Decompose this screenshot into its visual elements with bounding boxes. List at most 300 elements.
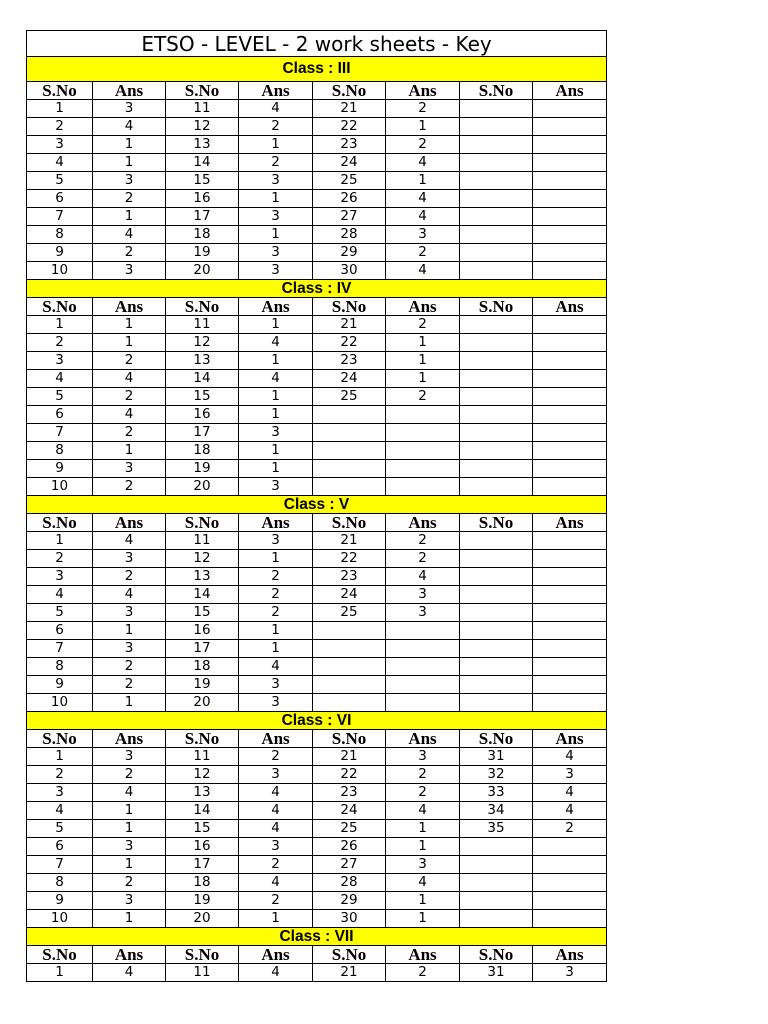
sno-cell: 4 [27,586,93,604]
sno-cell [460,424,533,442]
answer-cell: 1 [93,154,166,172]
sno-cell: 2 [27,766,93,784]
sno-header: S.No [313,82,386,100]
ans-header: Ans [533,730,607,748]
table-row [27,766,607,784]
sno-cell: 31 [460,964,533,982]
ans-header: Ans [386,82,460,100]
table-row [27,838,607,856]
table-row [27,820,607,838]
sno-cell [460,910,533,928]
answer-cell: 1 [93,694,166,712]
class-label: Class : VI [27,712,607,730]
sno-header: S.No [460,514,533,532]
answer-cell: 3 [93,604,166,622]
answer-cell [386,658,460,676]
sno-cell [313,694,386,712]
answer-cell [533,136,607,154]
answer-cell [533,550,607,568]
answer-cell: 2 [93,658,166,676]
class-label: Class : III [27,57,607,82]
sno-cell: 21 [313,532,386,550]
sno-cell: 21 [313,316,386,334]
answer-cell [533,892,607,910]
sno-header: S.No [27,514,93,532]
table-row [27,136,607,154]
class-section-header [27,280,607,298]
answer-cell: 3 [533,766,607,784]
ans-header: Ans [93,730,166,748]
answer-cell: 4 [93,532,166,550]
sno-cell: 30 [313,910,386,928]
answer-cell [533,658,607,676]
sno-cell: 8 [27,226,93,244]
sno-cell [460,874,533,892]
sno-cell [313,658,386,676]
answer-cell: 1 [93,334,166,352]
sno-cell: 10 [27,262,93,280]
sno-cell [460,388,533,406]
table-row [27,334,607,352]
answer-cell: 1 [239,190,313,208]
sno-cell: 1 [27,100,93,118]
sno-cell: 30 [313,262,386,280]
sno-cell: 17 [166,208,239,226]
sno-cell: 17 [166,640,239,658]
sno-cell: 19 [166,244,239,262]
table-row [27,748,607,766]
answer-cell [533,586,607,604]
sno-cell [460,460,533,478]
sno-cell: 25 [313,820,386,838]
answer-cell: 2 [239,892,313,910]
answer-cell: 1 [239,442,313,460]
answer-cell [533,460,607,478]
sno-header: S.No [27,82,93,100]
sno-cell: 11 [166,316,239,334]
sno-cell: 2 [27,118,93,136]
sno-cell: 3 [27,784,93,802]
answer-key-table [26,30,607,982]
column-header-row [27,946,607,964]
answer-cell: 4 [386,154,460,172]
class-label: Class : IV [27,280,607,298]
answer-cell: 4 [386,874,460,892]
answer-cell: 4 [239,874,313,892]
answer-cell: 3 [93,892,166,910]
answer-cell: 3 [239,172,313,190]
answer-cell: 3 [533,964,607,982]
sno-cell: 20 [166,478,239,496]
sno-cell: 16 [166,838,239,856]
answer-cell: 1 [239,460,313,478]
sno-cell: 25 [313,172,386,190]
answer-cell: 1 [93,856,166,874]
answer-cell [533,226,607,244]
sno-cell [460,370,533,388]
ans-header: Ans [386,298,460,316]
sno-cell [460,442,533,460]
sno-cell: 27 [313,208,386,226]
answer-cell: 3 [239,244,313,262]
table-row [27,154,607,172]
table-row [27,874,607,892]
answer-cell: 3 [93,748,166,766]
sno-cell: 14 [166,802,239,820]
sno-cell [460,550,533,568]
answer-cell [533,316,607,334]
table-row [27,658,607,676]
answer-cell: 1 [239,226,313,244]
sno-cell: 22 [313,766,386,784]
answer-cell [386,442,460,460]
answer-cell: 3 [93,262,166,280]
answer-cell: 2 [533,820,607,838]
sno-cell: 7 [27,640,93,658]
answer-cell: 4 [239,784,313,802]
answer-cell: 2 [93,478,166,496]
sno-cell: 22 [313,550,386,568]
sno-cell [313,640,386,658]
answer-cell: 2 [239,586,313,604]
answer-cell: 4 [93,784,166,802]
answer-cell: 1 [93,622,166,640]
sno-cell: 1 [27,964,93,982]
sno-cell [460,190,533,208]
sno-cell: 13 [166,136,239,154]
answer-cell: 2 [239,856,313,874]
answer-cell: 4 [239,370,313,388]
answer-cell: 4 [93,118,166,136]
sno-header: S.No [313,298,386,316]
answer-cell: 2 [386,244,460,262]
answer-cell: 3 [239,838,313,856]
table-row [27,100,607,118]
ans-header: Ans [386,730,460,748]
sno-cell: 18 [166,658,239,676]
sno-cell [460,262,533,280]
class-section-header [27,496,607,514]
class-section-header [27,712,607,730]
sno-cell: 23 [313,352,386,370]
sno-cell: 4 [27,802,93,820]
answer-cell: 1 [93,442,166,460]
table-row [27,442,607,460]
answer-cell: 3 [239,694,313,712]
sno-cell: 13 [166,784,239,802]
sno-header: S.No [166,946,239,964]
answer-cell: 4 [239,964,313,982]
sno-cell: 9 [27,676,93,694]
sno-cell: 31 [460,748,533,766]
answer-cell: 4 [533,802,607,820]
sno-cell: 22 [313,118,386,136]
sno-cell: 20 [166,694,239,712]
sno-cell: 4 [27,154,93,172]
sno-cell [460,640,533,658]
answer-cell [533,838,607,856]
table-row [27,964,607,982]
answer-cell: 3 [386,226,460,244]
answer-cell: 3 [386,586,460,604]
answer-cell: 2 [386,136,460,154]
answer-cell: 3 [93,550,166,568]
answer-cell: 1 [386,820,460,838]
ans-header: Ans [93,298,166,316]
table-row [27,694,607,712]
sno-cell: 29 [313,892,386,910]
table-row [27,316,607,334]
sno-cell: 25 [313,388,386,406]
table-row [27,532,607,550]
answer-cell: 1 [239,388,313,406]
answer-cell: 2 [93,874,166,892]
table-row [27,172,607,190]
sno-cell: 26 [313,838,386,856]
sno-cell: 21 [313,100,386,118]
answer-cell [533,640,607,658]
answer-cell: 1 [93,820,166,838]
sno-cell [313,676,386,694]
sno-header: S.No [460,82,533,100]
sno-header: S.No [313,730,386,748]
answer-cell [533,568,607,586]
sno-cell: 10 [27,910,93,928]
answer-cell [533,406,607,424]
sno-header: S.No [166,730,239,748]
sno-cell: 35 [460,820,533,838]
answer-cell: 2 [386,316,460,334]
sno-cell: 21 [313,964,386,982]
sno-cell: 3 [27,136,93,154]
sno-cell [460,892,533,910]
answer-cell [386,406,460,424]
answer-cell: 1 [239,640,313,658]
answer-cell [533,442,607,460]
sno-cell: 6 [27,190,93,208]
sno-header: S.No [27,946,93,964]
table-row [27,244,607,262]
answer-cell: 2 [93,676,166,694]
table-row [27,370,607,388]
sno-cell: 7 [27,208,93,226]
ans-header: Ans [386,514,460,532]
table-row [27,190,607,208]
sno-header: S.No [27,298,93,316]
column-header-row [27,514,607,532]
answer-cell [533,262,607,280]
sno-cell [460,334,533,352]
ans-header: Ans [533,298,607,316]
answer-cell: 1 [93,802,166,820]
sno-cell: 15 [166,820,239,838]
answer-cell [386,424,460,442]
answer-cell: 1 [239,316,313,334]
sno-cell: 24 [313,154,386,172]
sno-cell: 1 [27,532,93,550]
answer-cell: 4 [93,406,166,424]
sno-cell: 4 [27,370,93,388]
sno-header: S.No [460,946,533,964]
sno-cell: 24 [313,802,386,820]
class-label: Class : VII [27,928,607,946]
sno-cell: 11 [166,100,239,118]
sno-cell: 18 [166,226,239,244]
answer-cell: 4 [386,568,460,586]
table-row [27,262,607,280]
sno-cell [460,154,533,172]
answer-cell: 1 [93,136,166,154]
answer-cell: 2 [93,766,166,784]
class-section-header [27,928,607,946]
sno-cell: 9 [27,244,93,262]
answer-cell: 1 [386,838,460,856]
sno-cell: 12 [166,766,239,784]
answer-cell: 2 [386,388,460,406]
sno-cell: 10 [27,478,93,496]
sno-cell: 5 [27,388,93,406]
sno-cell [460,532,533,550]
answer-cell: 2 [93,190,166,208]
sno-cell: 15 [166,604,239,622]
answer-cell: 3 [239,262,313,280]
answer-cell: 3 [93,838,166,856]
answer-cell: 4 [93,586,166,604]
answer-cell: 2 [93,568,166,586]
sno-cell: 8 [27,874,93,892]
sno-cell [313,478,386,496]
answer-cell: 4 [93,370,166,388]
answer-cell: 1 [93,910,166,928]
sno-cell: 17 [166,424,239,442]
answer-cell [533,172,607,190]
sno-cell: 26 [313,190,386,208]
sno-cell [460,838,533,856]
answer-cell [533,676,607,694]
sno-cell: 15 [166,388,239,406]
sno-cell [313,424,386,442]
table-row [27,856,607,874]
sno-cell: 11 [166,532,239,550]
answer-cell: 1 [386,892,460,910]
table-row [27,226,607,244]
answer-cell: 2 [239,604,313,622]
answer-cell: 3 [239,676,313,694]
answer-cell: 1 [93,208,166,226]
answer-cell [533,352,607,370]
table-row [27,568,607,586]
table-row [27,622,607,640]
sno-cell: 9 [27,892,93,910]
table-row [27,802,607,820]
answer-cell: 3 [239,478,313,496]
answer-cell [533,532,607,550]
table-row [27,892,607,910]
answer-cell: 4 [239,658,313,676]
answer-cell: 2 [386,100,460,118]
answer-cell [533,874,607,892]
sno-cell [460,694,533,712]
sheet-title: ETSO - LEVEL - 2 work sheets - Key [27,31,607,57]
class-label: Class : V [27,496,607,514]
answer-cell [386,622,460,640]
sno-header: S.No [166,298,239,316]
answer-cell: 1 [386,370,460,388]
ans-header: Ans [533,514,607,532]
answer-cell: 3 [239,424,313,442]
answer-cell: 3 [386,604,460,622]
answer-cell: 1 [386,172,460,190]
answer-cell: 3 [239,532,313,550]
table-row [27,460,607,478]
sno-cell: 27 [313,856,386,874]
sno-cell: 7 [27,856,93,874]
answer-cell [533,622,607,640]
sno-cell [460,244,533,262]
answer-cell: 2 [386,784,460,802]
answer-cell [533,388,607,406]
sno-cell: 18 [166,874,239,892]
sno-cell: 25 [313,604,386,622]
sno-cell: 9 [27,460,93,478]
ans-header: Ans [239,946,313,964]
answer-cell: 2 [93,388,166,406]
sno-cell: 19 [166,676,239,694]
answer-cell: 4 [239,100,313,118]
table-row [27,604,607,622]
answer-cell: 4 [93,964,166,982]
sno-cell [460,676,533,694]
answer-cell: 1 [93,316,166,334]
sno-header: S.No [460,298,533,316]
sno-cell [460,478,533,496]
sno-cell [460,586,533,604]
sno-cell [460,568,533,586]
answer-cell [533,118,607,136]
sno-cell: 12 [166,550,239,568]
answer-cell: 3 [386,748,460,766]
sno-cell: 8 [27,658,93,676]
sno-cell [460,604,533,622]
answer-cell [533,694,607,712]
sno-cell [460,136,533,154]
sno-cell: 34 [460,802,533,820]
sno-cell: 15 [166,172,239,190]
answer-cell: 4 [386,190,460,208]
sno-cell: 21 [313,748,386,766]
answer-cell: 3 [93,640,166,658]
answer-cell: 2 [239,118,313,136]
sno-cell [460,856,533,874]
answer-cell: 2 [93,424,166,442]
sno-cell: 29 [313,244,386,262]
sno-cell: 6 [27,406,93,424]
answer-cell: 3 [239,766,313,784]
answer-cell: 3 [386,856,460,874]
answer-cell: 3 [239,208,313,226]
answer-cell: 1 [239,352,313,370]
sno-cell [460,406,533,424]
sno-cell: 24 [313,586,386,604]
answer-cell: 2 [386,964,460,982]
sno-cell: 1 [27,316,93,334]
sno-cell: 6 [27,622,93,640]
table-row [27,118,607,136]
table-row [27,388,607,406]
sno-cell: 14 [166,370,239,388]
sno-cell: 23 [313,568,386,586]
answer-cell [386,460,460,478]
